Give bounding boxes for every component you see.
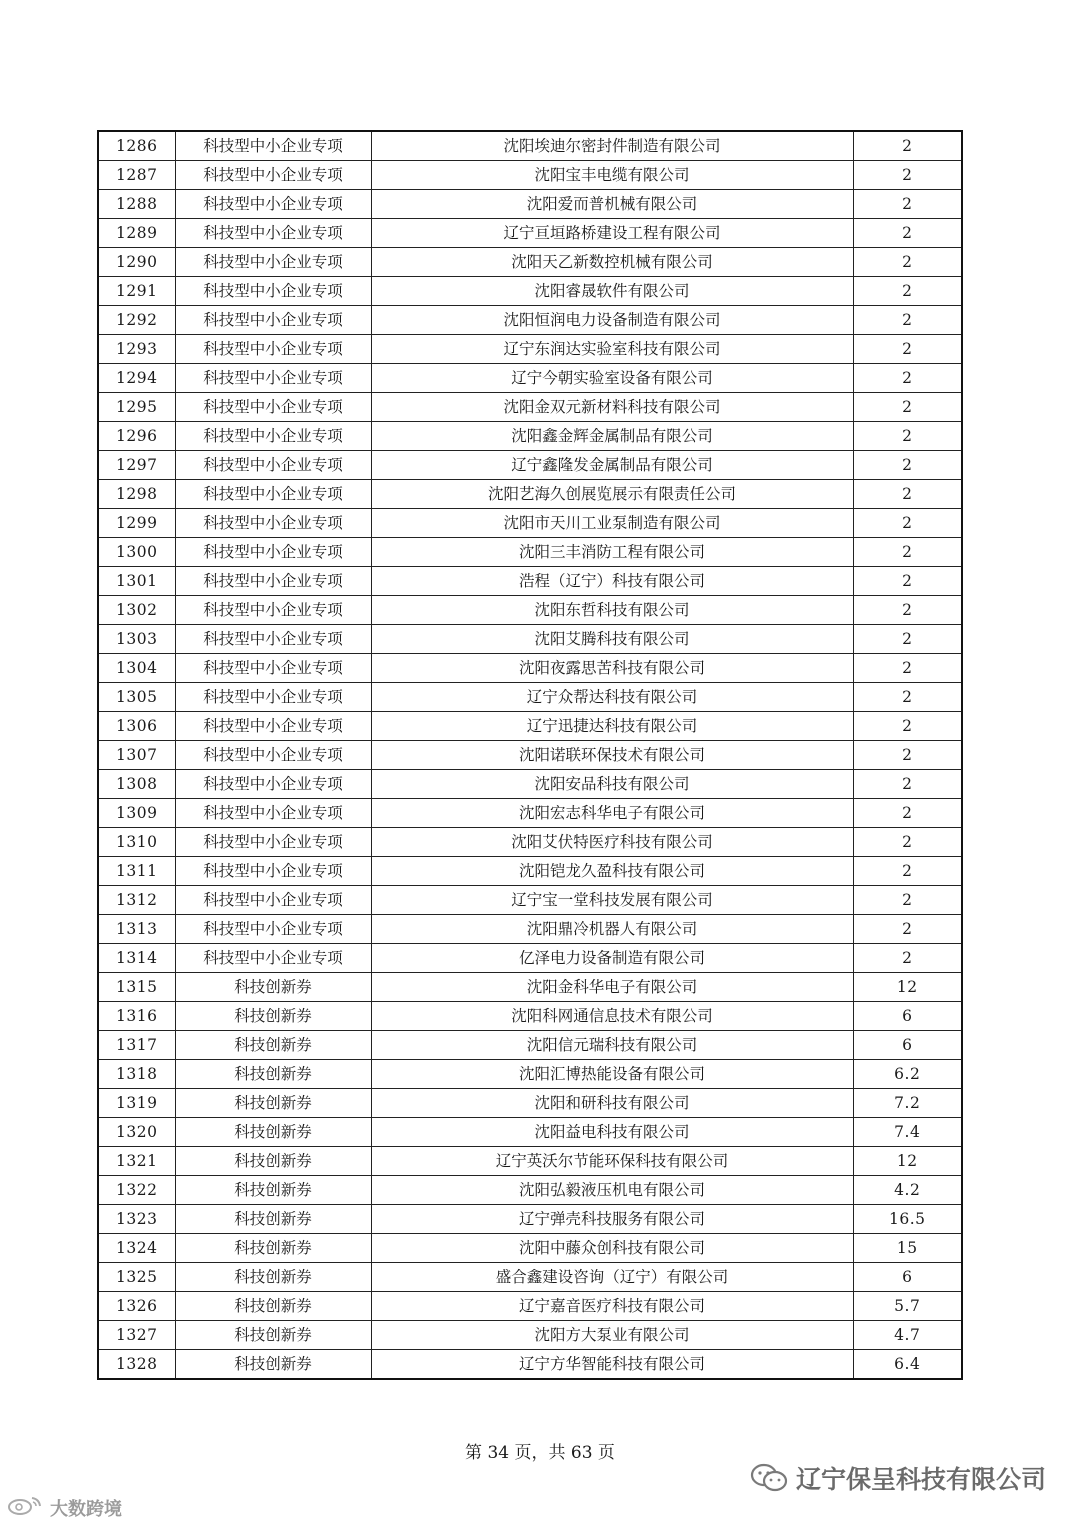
amount-cell: 2 [853,683,962,712]
company-name-cell: 沈阳爱而普机械有限公司 [371,190,853,219]
amount-cell: 5.7 [853,1292,962,1321]
category-cell: 科技创新券 [175,1205,371,1234]
table-row [98,1118,962,1147]
company-name-cell: 辽宁鑫隆发金属制品有限公司 [371,451,853,480]
company-name-cell: 沈阳铠龙久盈科技有限公司 [371,857,853,886]
category-cell: 科技创新券 [175,1321,371,1350]
table-body [98,131,962,1379]
row-number-cell: 1318 [98,1060,175,1089]
category-cell: 科技创新券 [175,1176,371,1205]
amount-cell: 2 [853,567,962,596]
row-number-cell: 1289 [98,219,175,248]
category-cell: 科技创新券 [175,1089,371,1118]
category-cell: 科技型中小企业专项 [175,886,371,915]
row-number-cell: 1298 [98,480,175,509]
company-name-cell: 沈阳科网通信息技术有限公司 [371,1002,853,1031]
category-cell: 科技创新券 [175,1031,371,1060]
row-number-cell: 1314 [98,944,175,973]
row-number-cell: 1319 [98,1089,175,1118]
row-number-cell: 1324 [98,1234,175,1263]
amount-cell: 7.4 [853,1118,962,1147]
company-name-cell: 辽宁弹壳科技服务有限公司 [371,1205,853,1234]
row-number-cell: 1290 [98,248,175,277]
watermark-account [750,1460,1046,1496]
category-cell: 科技型中小企业专项 [175,915,371,944]
amount-cell: 2 [853,799,962,828]
category-cell: 科技型中小企业专项 [175,567,371,596]
table-row [98,131,962,161]
amount-cell: 2 [853,277,962,306]
category-cell: 科技型中小企业专项 [175,131,371,161]
row-number-cell: 1286 [98,131,175,161]
row-number-cell: 1328 [98,1350,175,1380]
category-cell: 科技型中小企业专项 [175,306,371,335]
category-cell: 科技型中小企业专项 [175,451,371,480]
amount-cell: 2 [853,219,962,248]
company-name-cell: 亿泽电力设备制造有限公司 [371,944,853,973]
table-row [98,364,962,393]
company-name-cell: 沈阳宝丰电缆有限公司 [371,161,853,190]
row-number-cell: 1326 [98,1292,175,1321]
row-number-cell: 1322 [98,1176,175,1205]
row-number-cell: 1292 [98,306,175,335]
row-number-cell: 1295 [98,393,175,422]
category-cell: 科技型中小企业专项 [175,654,371,683]
table-row [98,480,962,509]
company-name-cell: 辽宁东润达实验室科技有限公司 [371,335,853,364]
table-row [98,219,962,248]
company-name-cell: 沈阳鼎冷机器人有限公司 [371,915,853,944]
amount-cell: 12 [853,1147,962,1176]
amount-cell: 2 [853,538,962,567]
data-table [97,130,963,1380]
row-number-cell: 1321 [98,1147,175,1176]
row-number-cell: 1327 [98,1321,175,1350]
category-cell: 科技创新券 [175,1060,371,1089]
table-row [98,596,962,625]
category-cell: 科技型中小企业专项 [175,190,371,219]
watermark-account-name: 辽宁保呈科技有限公司 [795,1465,1046,1494]
table-row [98,915,962,944]
category-cell: 科技型中小企业专项 [175,422,371,451]
table-row [98,248,962,277]
company-name-cell: 辽宁亘垣路桥建设工程有限公司 [371,219,853,248]
amount-cell: 15 [853,1234,962,1263]
company-name-cell: 沈阳睿晟软件有限公司 [371,277,853,306]
company-name-cell: 沈阳金双元新材料科技有限公司 [371,393,853,422]
amount-cell: 2 [853,770,962,799]
table-row [98,770,962,799]
row-number-cell: 1291 [98,277,175,306]
company-name-cell: 沈阳益电科技有限公司 [371,1118,853,1147]
row-number-cell: 1316 [98,1002,175,1031]
category-cell: 科技型中小企业专项 [175,857,371,886]
data-table-container [97,130,961,1380]
company-name-cell: 沈阳艾伏特医疗科技有限公司 [371,828,853,857]
row-number-cell: 1299 [98,509,175,538]
category-cell: 科技型中小企业专项 [175,393,371,422]
table-row [98,422,962,451]
row-number-cell: 1300 [98,538,175,567]
table-row [98,567,962,596]
table-row [98,1089,962,1118]
row-number-cell: 1302 [98,596,175,625]
category-cell: 科技型中小企业专项 [175,799,371,828]
category-cell: 科技创新券 [175,1292,371,1321]
row-number-cell: 1323 [98,1205,175,1234]
category-cell: 科技型中小企业专项 [175,219,371,248]
row-number-cell: 1313 [98,915,175,944]
category-cell: 科技型中小企业专项 [175,509,371,538]
weibo-icon [6,1494,46,1521]
category-cell: 科技型中小企业专项 [175,944,371,973]
table-row [98,1234,962,1263]
row-number-cell: 1296 [98,422,175,451]
row-number-cell: 1294 [98,364,175,393]
table-row [98,654,962,683]
amount-cell: 2 [853,596,962,625]
table-row [98,1147,962,1176]
amount-cell: 6 [853,1263,962,1292]
amount-cell: 2 [853,712,962,741]
company-name-cell: 沈阳弘毅液压机电有限公司 [371,1176,853,1205]
row-number-cell: 1288 [98,190,175,219]
company-name-cell: 辽宁英沃尔节能环保科技有限公司 [371,1147,853,1176]
amount-cell: 6.4 [853,1350,962,1380]
row-number-cell: 1304 [98,654,175,683]
table-row [98,306,962,335]
row-number-cell: 1320 [98,1118,175,1147]
company-name-cell: 沈阳恒润电力设备制造有限公司 [371,306,853,335]
table-row [98,1176,962,1205]
table-row [98,683,962,712]
company-name-cell: 沈阳鑫金辉金属制品有限公司 [371,422,853,451]
category-cell: 科技型中小企业专项 [175,161,371,190]
amount-cell: 2 [853,915,962,944]
row-number-cell: 1325 [98,1263,175,1292]
row-number-cell: 1303 [98,625,175,654]
company-name-cell: 沈阳中藤众创科技有限公司 [371,1234,853,1263]
amount-cell: 2 [853,857,962,886]
wechat-icon [750,1463,788,1493]
amount-cell: 2 [853,480,962,509]
category-cell: 科技型中小企业专项 [175,828,371,857]
table-row [98,712,962,741]
category-cell: 科技创新券 [175,1263,371,1292]
row-number-cell: 1297 [98,451,175,480]
company-name-cell: 沈阳金科华电子有限公司 [371,973,853,1002]
row-number-cell: 1301 [98,567,175,596]
category-cell: 科技型中小企业专项 [175,248,371,277]
company-name-cell: 辽宁方华智能科技有限公司 [371,1350,853,1380]
table-row [98,828,962,857]
company-name-cell: 辽宁众帮达科技有限公司 [371,683,853,712]
company-name-cell: 沈阳夜露思苦科技有限公司 [371,654,853,683]
row-number-cell: 1309 [98,799,175,828]
category-cell: 科技型中小企业专项 [175,712,371,741]
table-row [98,944,962,973]
company-name-cell: 沈阳汇博热能设备有限公司 [371,1060,853,1089]
table-row [98,886,962,915]
table-row [98,1031,962,1060]
amount-cell: 2 [853,828,962,857]
category-cell: 科技型中小企业专项 [175,335,371,364]
row-number-cell: 1287 [98,161,175,190]
amount-cell: 16.5 [853,1205,962,1234]
table-row [98,799,962,828]
table-row [98,509,962,538]
amount-cell: 2 [853,131,962,161]
table-row [98,1263,962,1292]
table-row [98,857,962,886]
category-cell: 科技创新券 [175,1118,371,1147]
watermark-source-name: 大数跨境 [50,1498,122,1520]
amount-cell: 2 [853,306,962,335]
company-name-cell: 沈阳三丰消防工程有限公司 [371,538,853,567]
row-number-cell: 1310 [98,828,175,857]
company-name-cell: 浩程（辽宁）科技有限公司 [371,567,853,596]
table-row [98,741,962,770]
company-name-cell: 沈阳信元瑞科技有限公司 [371,1031,853,1060]
amount-cell: 2 [853,335,962,364]
table-row [98,973,962,1002]
row-number-cell: 1315 [98,973,175,1002]
row-number-cell: 1305 [98,683,175,712]
company-name-cell: 沈阳方大泵业有限公司 [371,1321,853,1350]
company-name-cell: 沈阳东哲科技有限公司 [371,596,853,625]
table-row [98,190,962,219]
page-number: 第 34 页，共 63 页 [465,1443,615,1463]
company-name-cell: 辽宁迅捷达科技有限公司 [371,712,853,741]
row-number-cell: 1312 [98,886,175,915]
category-cell: 科技型中小企业专项 [175,364,371,393]
amount-cell: 2 [853,422,962,451]
table-row [98,1205,962,1234]
table-row [98,451,962,480]
company-name-cell: 沈阳市天川工业泵制造有限公司 [371,509,853,538]
company-name-cell: 沈阳天乙新数控机械有限公司 [371,248,853,277]
company-name-cell: 沈阳艺海久创展览展示有限责任公司 [371,480,853,509]
company-name-cell: 沈阳和研科技有限公司 [371,1089,853,1118]
amount-cell: 2 [853,161,962,190]
row-number-cell: 1306 [98,712,175,741]
amount-cell: 7.2 [853,1089,962,1118]
amount-cell: 2 [853,364,962,393]
amount-cell: 2 [853,625,962,654]
amount-cell: 2 [853,451,962,480]
category-cell: 科技型中小企业专项 [175,770,371,799]
amount-cell: 6 [853,1002,962,1031]
amount-cell: 2 [853,509,962,538]
amount-cell: 6 [853,1031,962,1060]
table-row [98,393,962,422]
category-cell: 科技型中小企业专项 [175,480,371,509]
row-number-cell: 1311 [98,857,175,886]
category-cell: 科技型中小企业专项 [175,625,371,654]
category-cell: 科技型中小企业专项 [175,596,371,625]
company-name-cell: 沈阳艾腾科技有限公司 [371,625,853,654]
amount-cell: 2 [853,944,962,973]
amount-cell: 2 [853,886,962,915]
table-row [98,1002,962,1031]
category-cell: 科技创新券 [175,1002,371,1031]
amount-cell: 2 [853,248,962,277]
table-row [98,1321,962,1350]
company-name-cell: 沈阳诺联环保技术有限公司 [371,741,853,770]
table-row [98,538,962,567]
amount-cell: 2 [853,654,962,683]
company-name-cell: 辽宁今朝实验室设备有限公司 [371,364,853,393]
category-cell: 科技创新券 [175,1147,371,1176]
category-cell: 科技型中小企业专项 [175,277,371,306]
category-cell: 科技创新券 [175,1350,371,1380]
table-row [98,625,962,654]
amount-cell: 2 [853,741,962,770]
row-number-cell: 1308 [98,770,175,799]
row-number-cell: 1317 [98,1031,175,1060]
row-number-cell: 1307 [98,741,175,770]
category-cell: 科技型中小企业专项 [175,683,371,712]
company-name-cell: 沈阳安品科技有限公司 [371,770,853,799]
category-cell: 科技型中小企业专项 [175,538,371,567]
category-cell: 科技型中小企业专项 [175,741,371,770]
row-number-cell: 1293 [98,335,175,364]
company-name-cell: 辽宁宝一堂科技发展有限公司 [371,886,853,915]
amount-cell: 2 [853,190,962,219]
company-name-cell: 辽宁嘉音医疗科技有限公司 [371,1292,853,1321]
watermark-source [6,1494,122,1521]
table-row [98,277,962,306]
company-name-cell: 沈阳宏志科华电子有限公司 [371,799,853,828]
category-cell: 科技创新券 [175,1234,371,1263]
amount-cell: 4.7 [853,1321,962,1350]
table-row [98,1350,962,1380]
category-cell: 科技创新券 [175,973,371,1002]
amount-cell: 12 [853,973,962,1002]
company-name-cell: 盛合鑫建设咨询（辽宁）有限公司 [371,1263,853,1292]
company-name-cell: 沈阳埃迪尔密封件制造有限公司 [371,131,853,161]
amount-cell: 4.2 [853,1176,962,1205]
table-row [98,1060,962,1089]
table-row [98,335,962,364]
amount-cell: 2 [853,393,962,422]
amount-cell: 6.2 [853,1060,962,1089]
table-row [98,1292,962,1321]
table-row [98,161,962,190]
